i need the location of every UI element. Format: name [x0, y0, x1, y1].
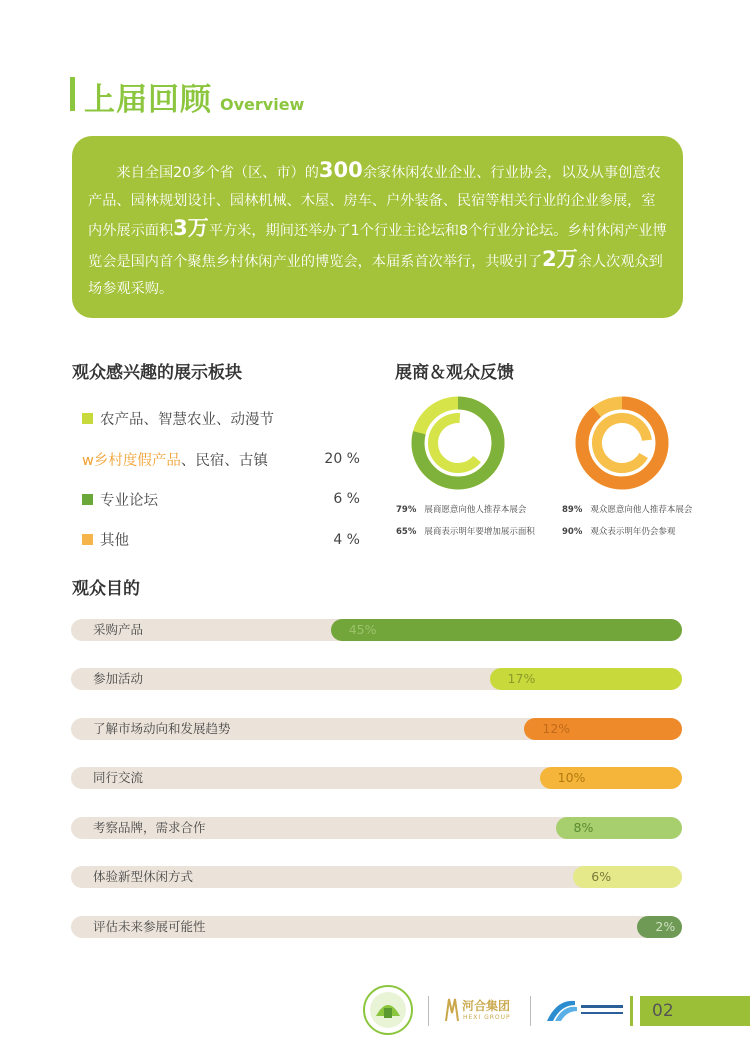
interest-label-highlight: w乡村度假产品	[82, 452, 181, 469]
hexi-group-logo	[444, 995, 522, 1027]
stat-pct: 89%	[562, 505, 583, 515]
interest-label: 农产品、智慧农业、动漫节	[100, 411, 274, 428]
exhibition-center-logo	[545, 995, 627, 1025]
interest-heading: 观众感兴趣的展示板块	[72, 363, 242, 383]
hexi-mark-icon	[444, 997, 460, 1023]
page-title	[84, 74, 304, 119]
interest-label: 专业论坛	[100, 492, 158, 509]
expo-emblem-logo	[362, 984, 414, 1036]
purpose-fill	[540, 767, 682, 789]
purpose-value: 12%	[542, 721, 571, 736]
purpose-value: 17%	[507, 671, 536, 686]
interest-item	[82, 447, 268, 471]
interest-label: 其他	[100, 532, 129, 549]
interest-value: 20 %	[324, 451, 360, 467]
intro-number-2: 3万	[173, 216, 209, 240]
page-number: 02	[652, 1001, 674, 1021]
feedback-heading: 展商＆观众反馈	[395, 363, 514, 383]
purpose-value: 8%	[573, 820, 594, 835]
center-logo-line-2	[581, 1012, 623, 1014]
purpose-fill	[331, 619, 682, 641]
stat-pct: 90%	[562, 527, 583, 537]
purpose-fill	[573, 866, 682, 888]
purpose-fill	[490, 668, 682, 690]
page-title-text: 上届回顾	[84, 82, 212, 118]
hexi-logo-sub: HEXI GROUP	[463, 1014, 511, 1021]
stat-text: 展商表示明年要增加展示面积	[424, 527, 535, 537]
purpose-label: 体验新型休闲方式	[93, 869, 194, 884]
emblem-house	[384, 1008, 392, 1018]
interest-item	[82, 406, 274, 430]
purpose-bar	[71, 668, 682, 690]
footer-divider	[428, 996, 429, 1026]
intro-box	[72, 136, 683, 318]
interest-item	[82, 487, 158, 511]
purpose-bar	[71, 916, 682, 938]
purpose-value: 45%	[348, 622, 377, 637]
purpose-label: 采购产品	[93, 622, 144, 637]
purpose-fill	[556, 817, 682, 839]
visitor-donut-chart	[574, 395, 670, 491]
purpose-label: 了解市场动向和发展趋势	[93, 721, 231, 736]
footer-accent-line	[630, 996, 633, 1026]
legend-swatch	[82, 413, 93, 424]
purpose-bar	[71, 767, 682, 789]
stat-pct: 79%	[396, 505, 417, 515]
purpose-value: 10%	[557, 770, 586, 785]
purpose-fill	[637, 916, 682, 938]
stat-text: 观众愿意向他人推荐本展会	[590, 505, 693, 515]
visitor-stat	[562, 525, 675, 537]
exhibitor-stat	[396, 503, 526, 515]
intro-number-3: 2万	[542, 246, 578, 271]
exhibitor-donut-chart	[410, 395, 506, 491]
legend-swatch	[82, 534, 93, 545]
hexi-mark-path	[446, 999, 458, 1021]
purpose-heading: 观众目的	[72, 579, 140, 599]
purpose-label: 考察品牌，需求合作	[93, 820, 206, 835]
interest-label-suffix: 、民宿、古镇	[180, 452, 268, 469]
purpose-bar	[71, 866, 682, 888]
hexi-logo-text: 河合集团	[462, 999, 511, 1013]
title-accent-bar	[70, 77, 75, 111]
intro-text-2: 余家休闲农业企业、行业协会，以及从事创意农产品、园林规划设计、园林机械、木屋、房车、户外装备、民宿等相关行业的企业参展，室内外展示面积	[88, 165, 661, 239]
stat-text: 观众表示明年仍会参观	[590, 527, 676, 537]
visitor-stat	[562, 503, 692, 515]
intro-paragraph	[88, 157, 669, 304]
stat-text: 展商愿意向他人推荐本展会	[424, 505, 527, 515]
purpose-bar	[71, 619, 682, 641]
purpose-bar	[71, 817, 682, 839]
purpose-value: 2%	[655, 919, 676, 934]
intro-text-4: 余人次观众到场参观采购。	[88, 253, 663, 297]
stat-pct: 65%	[396, 527, 417, 537]
exhibitor-stat	[396, 525, 535, 537]
page-title-en: Overview	[220, 95, 305, 114]
center-logo-line-1	[581, 1005, 623, 1008]
footer-divider	[530, 996, 531, 1026]
intro-text-3: 平方米，期间还举办了1个行业主论坛和8个行业分论坛。乡村休闲产业博览会是国内首个聚焦乡村休闲产业的博览会，本届系首次举行，共吸引了	[88, 223, 667, 270]
purpose-label: 评估未来参展可能性	[93, 919, 206, 934]
purpose-bar	[71, 718, 682, 740]
purpose-label: 同行交流	[93, 770, 144, 785]
intro-number-1: 300	[318, 158, 363, 182]
intro-text-1: 来自全国20多个省（区、市）的	[116, 165, 319, 181]
interest-value: 6 %	[333, 491, 360, 507]
interest-value: 4 %	[333, 532, 360, 548]
purpose-value: 6%	[591, 869, 612, 884]
purpose-fill	[524, 718, 682, 740]
purpose-label: 参加活动	[93, 671, 144, 686]
interest-item	[82, 527, 129, 551]
legend-swatch	[82, 494, 93, 505]
